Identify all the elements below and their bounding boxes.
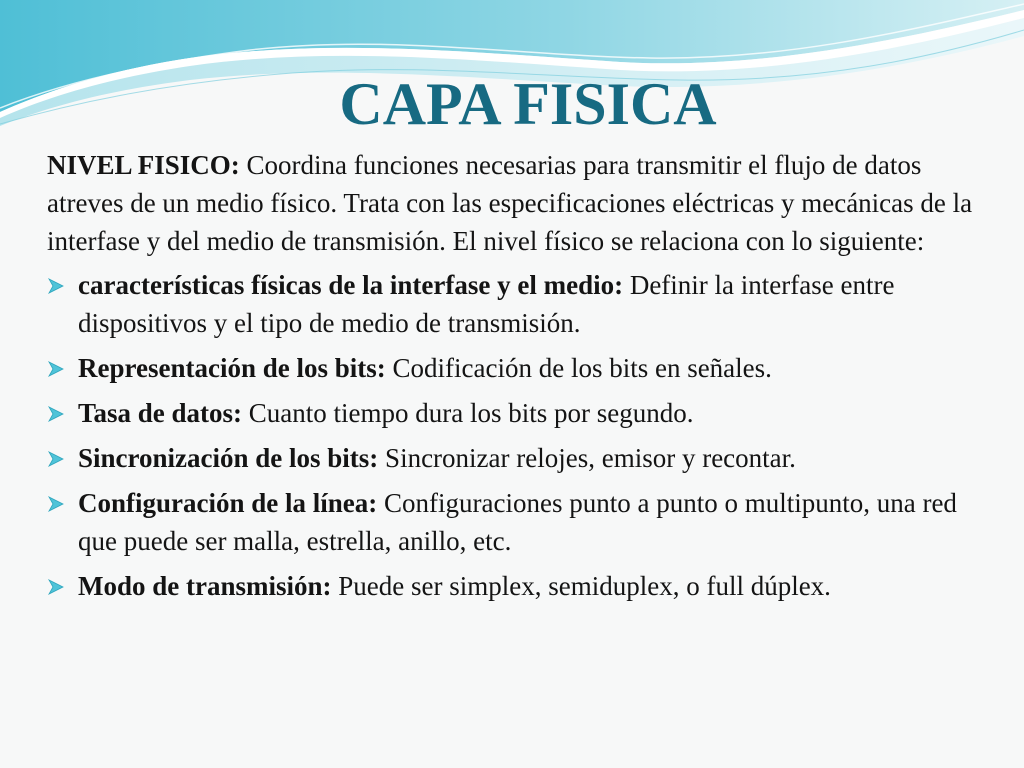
bullet-text: Codificación de los bits en señales. [385,353,772,383]
intro-text: Coordina funciones necesarias para transmitir el flujo de datos atreves de un medio físico. Trata con las especificaciones eléctricas y mecánicas de la interfase y del medio de transmisión. El nivel físico se relaciona con lo siguiente: [47,150,973,256]
list-item [47,567,982,605]
bullet-lead: características físicas de la interfase y el medio: [78,270,624,300]
bullet-lead: Configuración de la línea: [78,488,378,518]
intro-lead: NIVEL FISICO: [47,150,240,180]
arrow-bullet-icon [47,405,65,423]
bullet-lead: Representación de los bits: [78,353,386,383]
slide-title: CAPA FISICA [339,71,717,137]
bullet-lead: Sincronización de los bits: [78,443,379,473]
intro-paragraph [47,146,982,260]
arrow-bullet-icon [47,578,65,596]
list-item [47,266,982,342]
bullet-text: Configuraciones punto a punto o multipunto, una red que puede ser malla, estrella, anillo, etc. [78,488,957,556]
bullet-list [47,266,982,605]
bullet-lead: Tasa de datos: [78,398,243,428]
bullet-lead: Modo de transmisión: [78,571,332,601]
slide-body [47,146,982,612]
arrow-bullet-icon [47,277,65,295]
list-item [47,349,982,387]
bullet-text: Definir la interfase entre dispositivos y el tipo de medio de transmisión. [78,270,895,338]
list-item [47,439,982,477]
arrow-bullet-icon [47,495,65,513]
arrow-bullet-icon [47,450,65,468]
list-item [47,394,982,432]
arrow-bullet-icon [47,360,65,378]
bullet-text: Puede ser simplex, semiduplex, o full dúplex. [331,571,831,601]
bullet-text: Sincronizar relojes, emisor y recontar. [378,443,796,473]
list-item [47,484,982,560]
bullet-text: Cuanto tiempo dura los bits por segundo. [242,398,694,428]
